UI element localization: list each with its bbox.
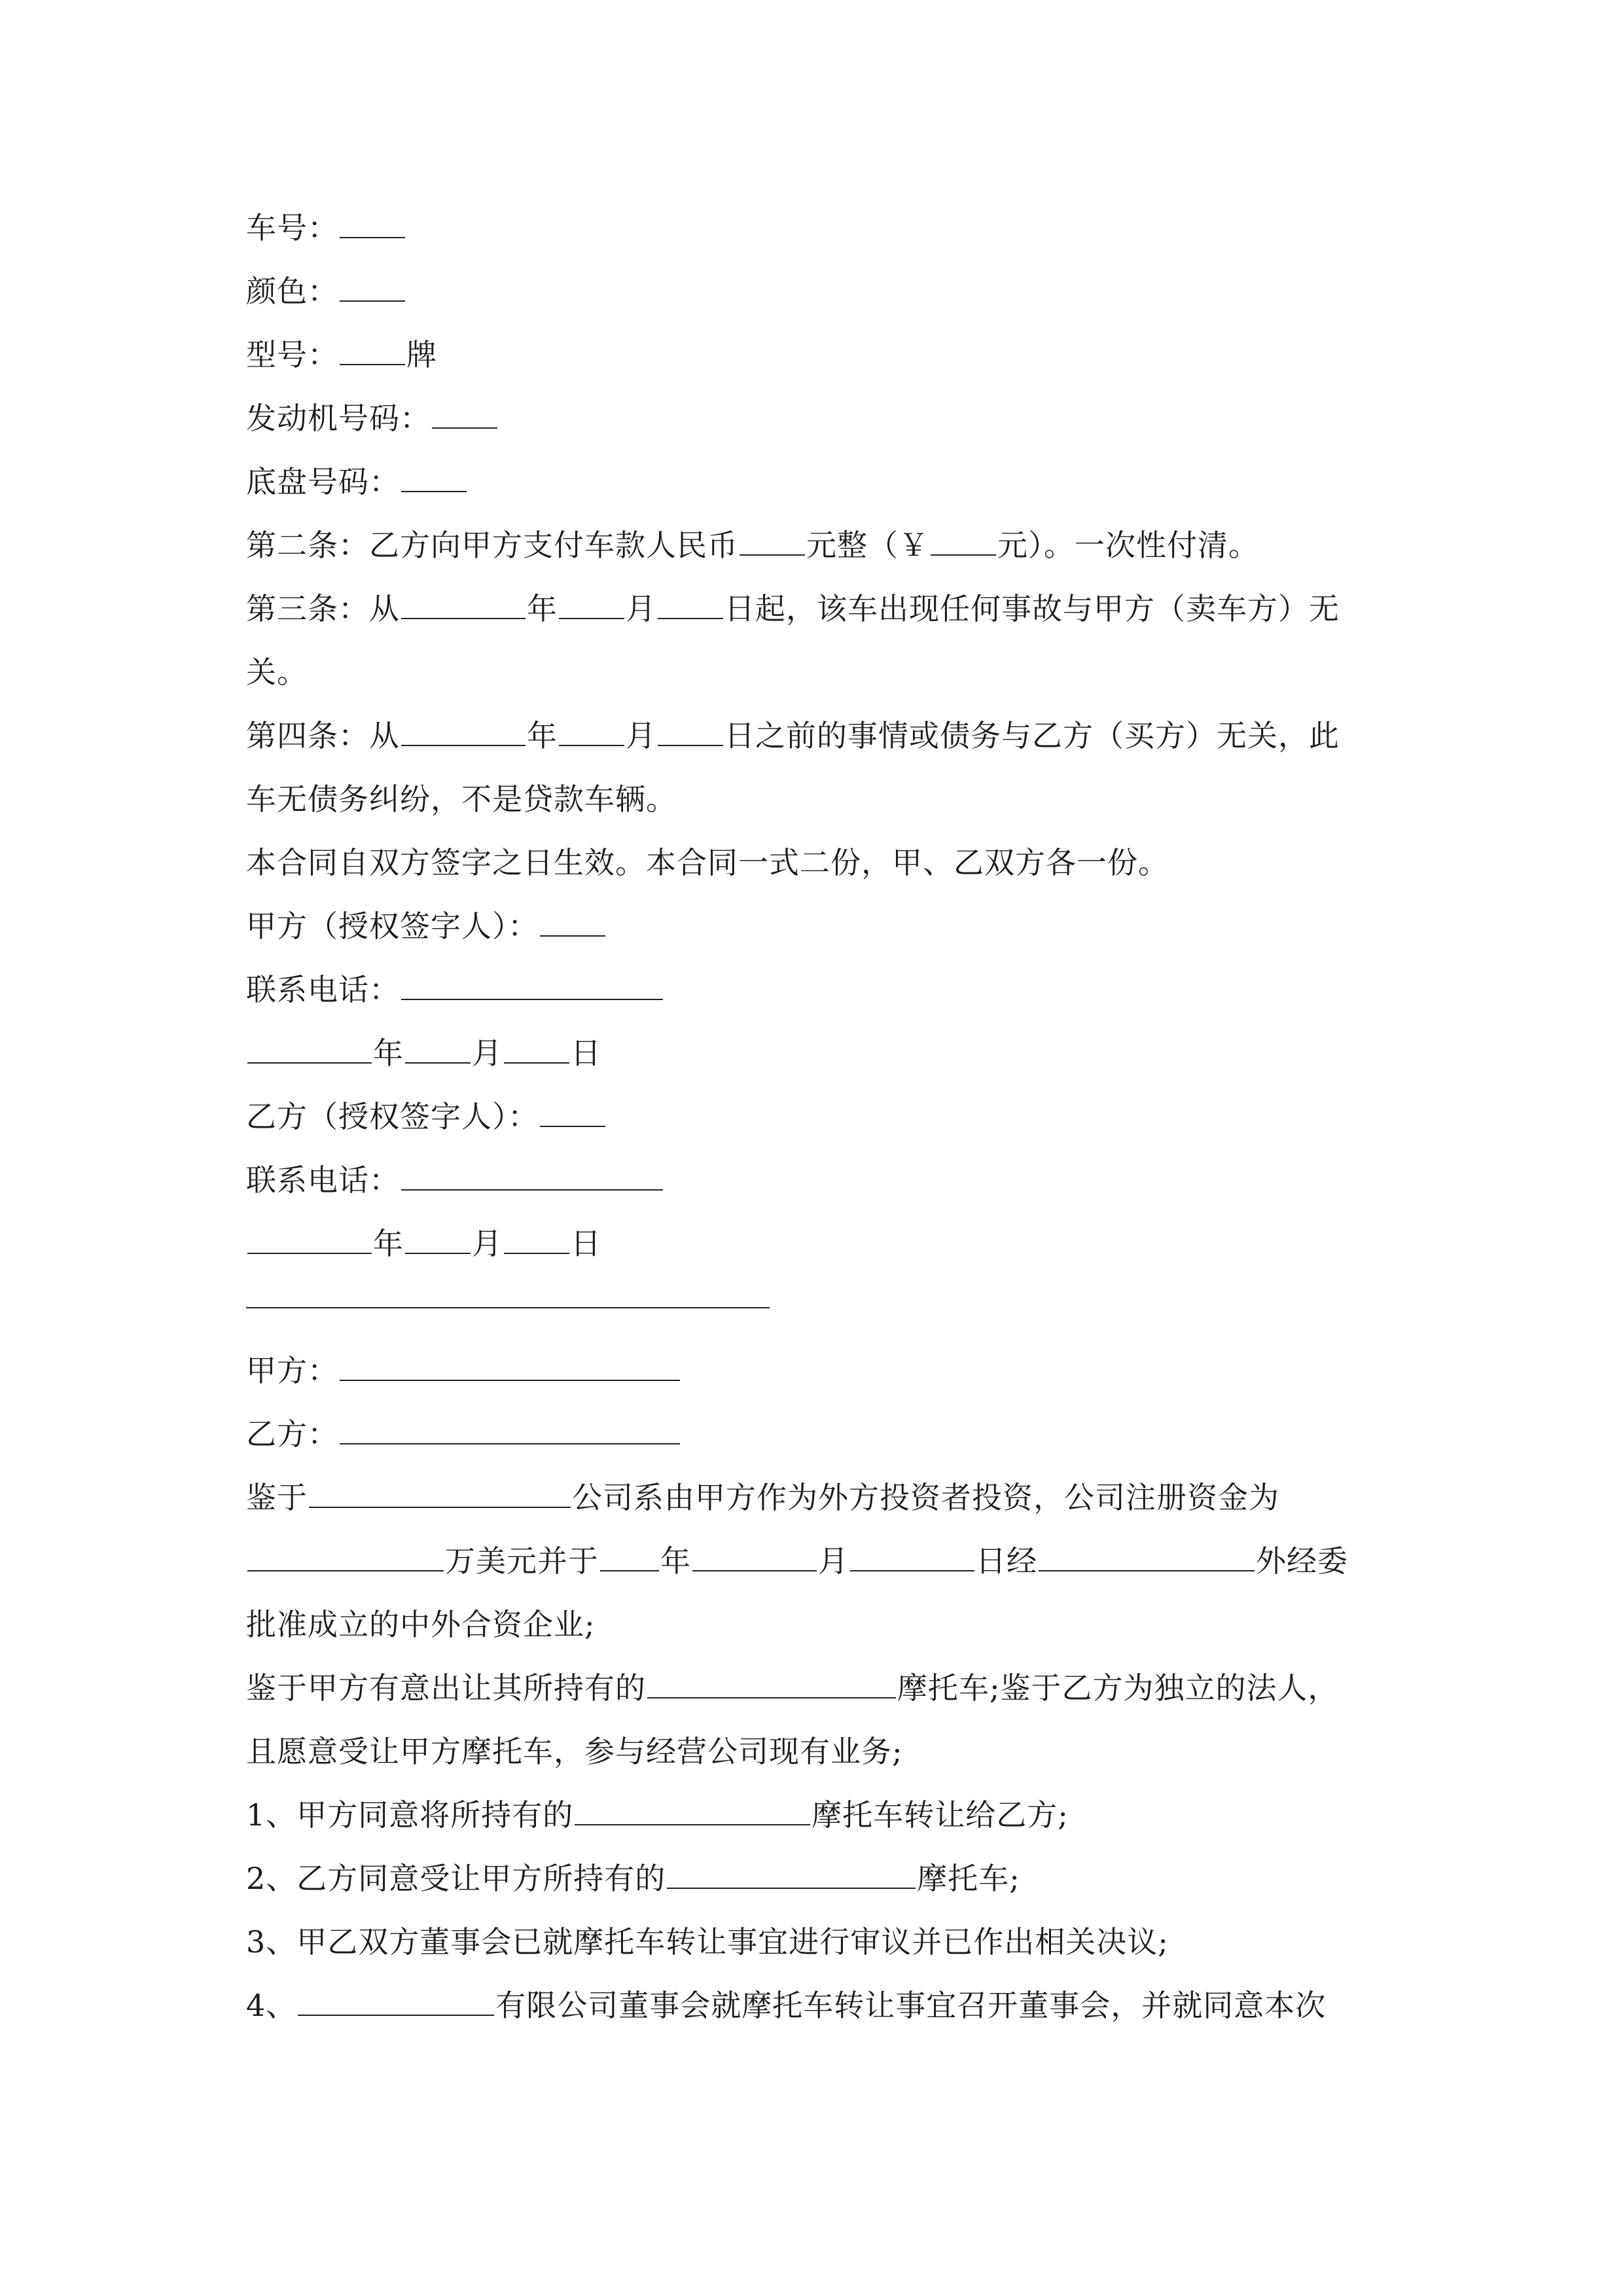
party-a-month: 月 (472, 1035, 503, 1071)
approval-year-blank (600, 1565, 659, 1571)
party-b-label: 乙方： (246, 1416, 338, 1452)
whereas-1-line-1 (246, 1466, 1385, 1530)
article-4-year: 年 (527, 718, 558, 753)
effect-clause (246, 831, 1385, 895)
color-label: 颜色： (246, 274, 338, 309)
party-b-phone-label: 联系电话： (246, 1162, 400, 1198)
whereas-2-text-end: 摩托车;鉴于乙方为独立的法人， (897, 1670, 1339, 1706)
car-number-blank (340, 232, 405, 238)
approval-day-blank (850, 1565, 974, 1571)
whereas-2-line-1 (246, 1657, 1385, 1720)
brand-suffix: 牌 (406, 337, 437, 372)
whereas-1-month: 月 (818, 1543, 849, 1579)
item-2-text-end: 摩托车; (917, 1861, 1020, 1896)
item-2-text: 2、乙方同意受让甲方所持有的 (246, 1861, 666, 1896)
party-a-date-line (246, 1022, 1385, 1085)
whereas-1-continuation: 批准成立的中外合资企业; (246, 1607, 596, 1642)
model-label: 型号： (246, 337, 338, 372)
chassis-number-label: 底盘号码： (246, 464, 400, 499)
article-3-line-2 (246, 641, 1385, 704)
article-3-text-end: 日起，该车出现任何事故与甲方（卖车方）无 (724, 591, 1340, 626)
item-1-blank (575, 1819, 810, 1825)
article-3-month: 月 (626, 591, 656, 626)
price-yuan-blank (931, 549, 996, 556)
party-a-signatory-blank (540, 930, 605, 937)
party-b-line (246, 1403, 1385, 1466)
party-a-day: 日 (571, 1035, 601, 1071)
party-a-year-blank (247, 1057, 372, 1064)
whereas-2-text: 鉴于甲方有意出让其所持有的 (246, 1670, 646, 1706)
party-b-year: 年 (373, 1226, 404, 1261)
item-2 (246, 1847, 1385, 1910)
chassis-number-line (246, 450, 1385, 514)
company-name-blank (309, 1501, 571, 1508)
item-3 (246, 1910, 1385, 1974)
chassis-number-blank (401, 486, 467, 492)
party-a-phone-blank (401, 994, 663, 1000)
whereas-1-year: 年 (660, 1543, 691, 1579)
article-3-line-1 (246, 577, 1385, 641)
item-4-company-blank (298, 2009, 494, 2016)
whereas-1-day: 日经 (976, 1543, 1037, 1579)
whereas-1-text-end: 公司系由甲方作为外方投资者投资，公司注册资金为 (572, 1480, 1279, 1515)
whereas-1-line-3 (246, 1593, 1385, 1657)
section-divider (246, 1307, 770, 1308)
article-2-text-mid: 元整（￥ (806, 528, 929, 563)
party-b-month: 月 (472, 1226, 503, 1261)
article-3-year-blank (401, 613, 526, 619)
model-line (246, 323, 1385, 387)
party-b-day-blank (504, 1247, 569, 1254)
price-rmb-blank (740, 549, 805, 556)
whereas-1-capital-unit: 万美元并于 (445, 1543, 599, 1579)
party-b-phone-blank (401, 1184, 663, 1191)
effect-clause-text: 本合同自双方签字之日生效。本合同一式二份，甲、乙双方各一份。 (246, 845, 1169, 880)
whereas-2-line-2 (246, 1720, 1385, 1784)
item-3-text: 3、甲乙双方董事会已就摩托车转让事宜进行审议并已作出相关决议; (246, 1924, 1169, 1960)
article-4-day-blank (658, 740, 723, 746)
party-b-year-blank (247, 1247, 372, 1254)
color-blank (340, 295, 405, 302)
article-2 (246, 514, 1385, 577)
engine-number-line (246, 387, 1385, 450)
item-4-text: 4、 (246, 1988, 297, 2023)
whereas-1-text: 鉴于 (246, 1480, 308, 1515)
party-a-month-blank (405, 1057, 471, 1064)
item-1-text-end: 摩托车转让给乙方; (812, 1797, 1069, 1833)
whereas-1-commission: 外经委 (1256, 1543, 1348, 1579)
party-a-day-blank (504, 1057, 569, 1064)
item-4-text-end: 有限公司董事会就摩托车转让事宜召开董事会，并就同意本次 (495, 1988, 1327, 2023)
whereas-2-continuation: 且愿意受让甲方摩托车，参与经营公司现有业务; (246, 1734, 903, 1769)
party-a-signatory-label: 甲方（授权签字人）： (246, 908, 539, 944)
model-blank (340, 359, 405, 365)
party-a-label: 甲方： (246, 1353, 338, 1388)
engine-number-blank (432, 422, 497, 429)
contract-page (246, 196, 1385, 2037)
article-4-month: 月 (626, 718, 656, 753)
article-3-day-blank (658, 613, 723, 619)
article-4-text-end: 日之前的事情或债务与乙方（买方）无关，此 (724, 718, 1340, 753)
party-b-signatory-label: 乙方（授权签字人）： (246, 1099, 539, 1134)
party-b-signatory-blank (540, 1121, 605, 1127)
party-a-phone-line (246, 958, 1385, 1022)
engine-number-label: 发动机号码： (246, 401, 431, 436)
motorcycle-blank (647, 1692, 896, 1698)
party-a-signatory-line (246, 895, 1385, 958)
party-a-blank (340, 1374, 680, 1381)
article-4-year-blank (401, 740, 526, 746)
party-a-line (246, 1339, 1385, 1403)
article-2-text-end: 元）。一次性付清。 (997, 528, 1259, 563)
item-4 (246, 1974, 1385, 2037)
car-number-line (246, 196, 1385, 260)
article-3-year: 年 (527, 591, 558, 626)
party-a-phone-label: 联系电话： (246, 972, 400, 1007)
item-1-text: 1、甲方同意将所持有的 (246, 1797, 574, 1833)
commission-blank (1039, 1565, 1255, 1571)
item-1 (246, 1784, 1385, 1847)
party-b-phone-line (246, 1149, 1385, 1212)
article-3-text: 第三条：从 (246, 591, 400, 626)
party-b-day: 日 (571, 1226, 601, 1261)
article-2-text: 第二条：乙方向甲方支付车款人民币 (246, 528, 738, 563)
party-b-signatory-line (246, 1085, 1385, 1149)
party-b-date-line (246, 1212, 1385, 1276)
article-4-continuation: 车无债务纠纷，不是贷款车辆。 (246, 781, 677, 817)
article-4-month-blank (559, 740, 624, 746)
item-2-blank (667, 1882, 916, 1889)
article-3-month-blank (559, 613, 624, 619)
article-4-line-2 (246, 768, 1385, 831)
article-4-text: 第四条：从 (246, 718, 400, 753)
capital-blank (247, 1565, 444, 1571)
party-a-year: 年 (373, 1035, 404, 1071)
color-line (246, 260, 1385, 323)
party-b-blank (340, 1438, 680, 1444)
article-4-line-1 (246, 704, 1385, 768)
article-3-continuation: 关。 (246, 655, 308, 690)
whereas-1-line-2 (246, 1530, 1385, 1593)
party-b-month-blank (405, 1247, 471, 1254)
car-number-label: 车号： (246, 210, 338, 245)
approval-month-blank (692, 1565, 817, 1571)
